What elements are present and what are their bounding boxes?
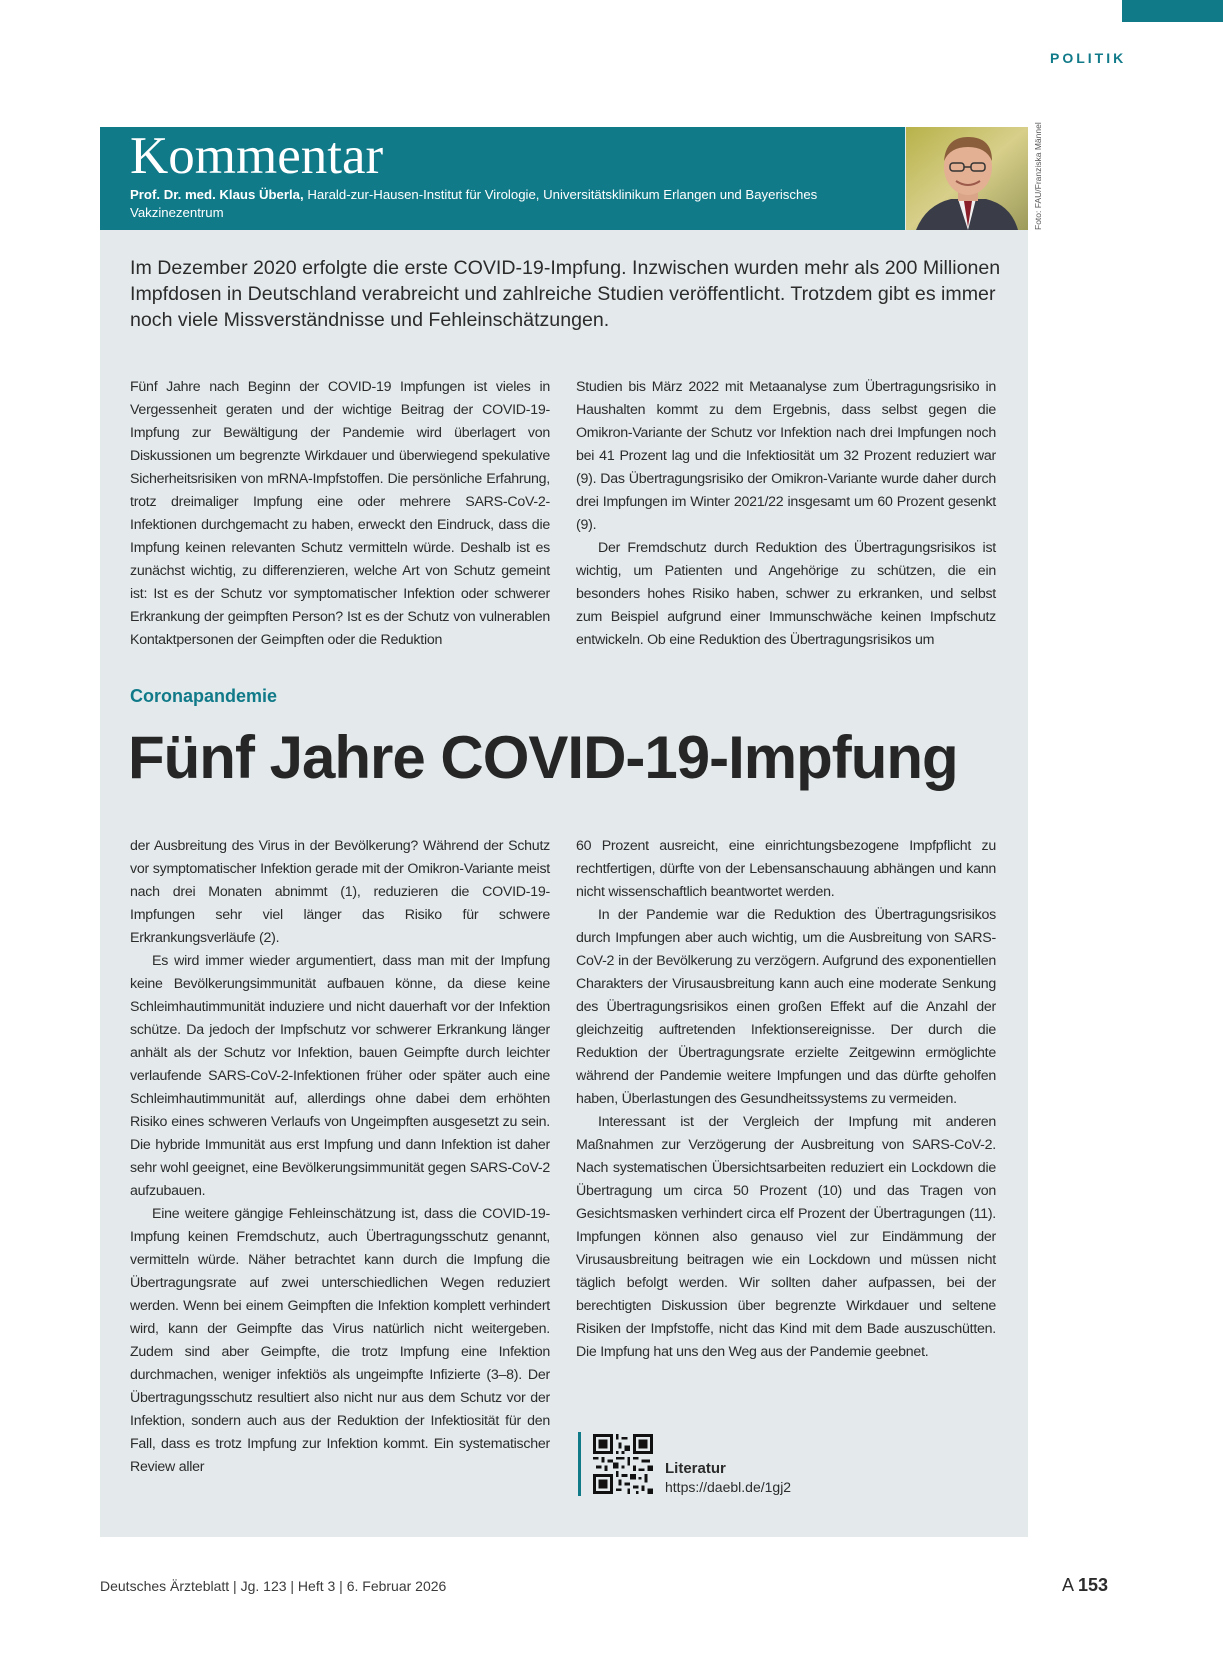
qr-code-icon[interactable] [593,1434,653,1494]
kommentar-author [130,186,830,222]
literatur-link[interactable]: https://daebl.de/1gj2 [665,1479,792,1495]
paragraph: Eine weitere gängige Fehleinschätzung ist, dass die COVID-19-Impfung keinen Fremdschutz, auch Übertragungsschutz genannt, vermitteln würde. Näher betrachtet kann durch die Impfung die Übertragungsrate auf zwei unterschiedlichen Wegen reduziert werden. Wenn bei einem Geimpften die Infektion komplett verhindert wird, kann der Geimpfte das Virus natürlich nicht weitergeben. Zudem sind aber Geimpfte, die trotz Impfung eine Infektion durchmachen, weniger infektiös als ungeimpfte Infizierte (3–8). Der Übertragungsschutz resultiert also nicht nur aus dem Schutz vor der Infektion, sondern auch aus der Reduktion der Infektiosität für den Fall, dass es trotz Impfung zur Infektion kommt. Ein systematischer Review aller [130,1206,550,1475]
paragraph: Fünf Jahre nach Beginn der COVID-19 Impfungen ist vieles in Vergessenheit geraten und der wichtige Beitrag der COVID-19-Impfung zur Bewältigung der Pandemie wird überlagert von Diskussionen um begrenzte Wirkdauer und überwiegend spekulative Sicherheitsrisiken von mRNA-Impfstoffen. Die persönliche Erfahrung, trotz dreimaliger Impfung eine oder mehrere SARS-CoV-2-Infektionen durchgemacht zu haben, erweckt den Eindruck, dass die Impfung keinen relevanten Schutz vermitteln würde. Deshalb ist es zunächst wichtig, zu differenzieren, welche Art von Schutz gemeint ist: Ist es der Schutz vor symptomatischer Infektion oder schwerer Erkrankung der geimpften Person? Ist es der Schutz von vulnerablen Kontaktpersonen der Geimpften oder die Reduktion [130,379,550,648]
author-name: Prof. Dr. med. Klaus Überla, [130,187,304,202]
literatur-box [578,1432,881,1496]
footer-page [1062,1575,1108,1596]
paragraph: Studien bis März 2022 mit Metaanalyse zum Übertragungsrisiko in Haushalten kommt zu dem Ergebnis, dass selbst gegen die Omikron-Variante der Schutz vor Infektion nach drei Impfungen noch bei 41 Prozent lag und die Infektiosität um 32 Prozent reduziert war (9). Das Übertragungsrisiko der Omikron-Variante wurde daher durch drei Impfungen im Winter 2021/22 insgesamt um 60 Prozent gesenkt (9). [576,379,996,533]
kommentar-title: Kommentar [130,127,384,185]
paragraph: Es wird immer wieder argumentiert, dass man mit der Impfung keine Bevölkerungsimmunität aufbauen könne, da diese keine Schleimhautimmunität induziere und nicht dauerhaft vor der Infektion schütze. Da jedoch der Impfschutz vor schwerer Erkrankung länger anhält als der Schutz vor Infektion, bauen Geimpfte durch leichter verlaufende SARS-CoV-2-Infektionen früher oder später auch eine Schleimhautimmunität auf, allerdings ohne dabei dem erhöhten Risiko eines schweren Verlaufs von Ungeimpften ausgesetzt zu sein. Die hybride Immunität aus erst Impfung und dann Infektion ist daher sehr wohl geeignet, eine Bevölkerungsimmunität gegen SARS-CoV-2 aufzubauen. [130,953,550,1199]
paragraph: Der Fremdschutz durch Reduktion des Übertragungsrisikos ist wichtig, um Patienten und Angehörige zu schützen, die ein besonders hohes Risiko haben, schwer zu erkranken, und selbst zum Beispiel aufgrund einer Immunschwäche keinen Impfschutz entwickeln. Ob eine Reduktion des Übertragungsrisikos um [576,540,996,648]
literatur-title: Literatur [665,1460,726,1477]
paragraph: 60 Prozent ausreicht, eine einrichtungsbezogene Impfpflicht zu rechtfertigen, dürfte von der Lebensanschauung abhängen und kann nicht wissenschaftlich beantwortet werden. [576,838,996,900]
footer-journal: Deutsches Ärzteblatt | Jg. 123 | Heft 3 | 6. Februar 2026 [100,1578,447,1594]
article-headline: Fünf Jahre COVID-19-Impfung [128,724,958,791]
paragraph: der Ausbreitung des Virus in der Bevölkerung? Während der Schutz vor symptomatischer Infektion gerade mit der Omikron-Variante meist nach drei Monaten abnimmt (1), reduzieren die COVID-19-Impfungen sehr viel länger das Risiko für schwere Erkrankungsverläufe (2). [130,838,550,946]
upper-column-left [130,376,550,652]
section-label: POLITIK [1050,50,1127,66]
photo-credit: Foto: FAU/Franziska Männel [1033,122,1043,230]
corner-accent-bar [1122,0,1223,22]
lower-column-right [576,835,996,1364]
upper-column-right [576,376,996,652]
page-prefix: A [1062,1575,1079,1595]
lead-paragraph: Im Dezember 2020 erfolgte die erste COVID-19-Impfung. Inzwischen wurden mehr als 200 Millionen Impfdosen in Deutschland verabreicht und zahlreiche Studien veröffentlicht. Trotzdem gibt es immer noch viele Missverständnisse und Fehleinschätzungen. [130,257,1001,331]
paragraph: Interessant ist der Vergleich der Impfung mit anderen Maßnahmen zur Verzögerung der Ausbreitung von SARS-CoV-2. Nach systematischen Übersichtsarbeiten reduziert ein Lockdown die Übertragung um circa 50 Prozent (10) und das Tragen von Gesichtsmasken verhindert circa elf Prozent der Übertragungen (11). Impfungen können also genauso viel zur Eindämmung der Virusausbreitung beitragen wie ein Lockdown und müssen nicht täglich befolgt werden. Wir sollten daher aufpassen, bei der berechtigten Diskussion über begrenzte Wirkdauer und seltene Risiken der Impfstoffe, nicht das Kind mit dem Bade auszuschütten. Die Impfung hat uns den Weg aus der Pandemie geebnet. [576,1114,996,1360]
lower-column-left [130,835,550,1479]
author-affiliation: Harald-zur-Hausen-Institut für Virologie, Universitätsklinikum Erlangen und Bayerisches Vakzinezentrum [130,187,818,220]
page-number: 153 [1078,1575,1109,1595]
article-kicker: Coronapandemie [130,686,278,706]
author-portrait [906,127,1028,230]
paragraph: In der Pandemie war die Reduktion des Übertragungsrisikos durch Impfungen aber auch wichtig, um die Ausbreitung von SARS-CoV-2 in der Bevölkerung zu verzögern. Aufgrund des exponentiellen Charakters der Virusausbreitung kann auch eine moderate Senkung des Übertragungsrisikos einen großen Effekt auf die Anzahl der gleichzeitig auftretenden Infektionsereignisse. Der durch die Reduktion der Übertragungsrate erzielte Zeitgewinn ermöglichte während der Pandemie weitere Impfungen und das dürfte geholfen haben, Überlastungen des Gesundheitssystems zu vermeiden. [576,907,996,1107]
